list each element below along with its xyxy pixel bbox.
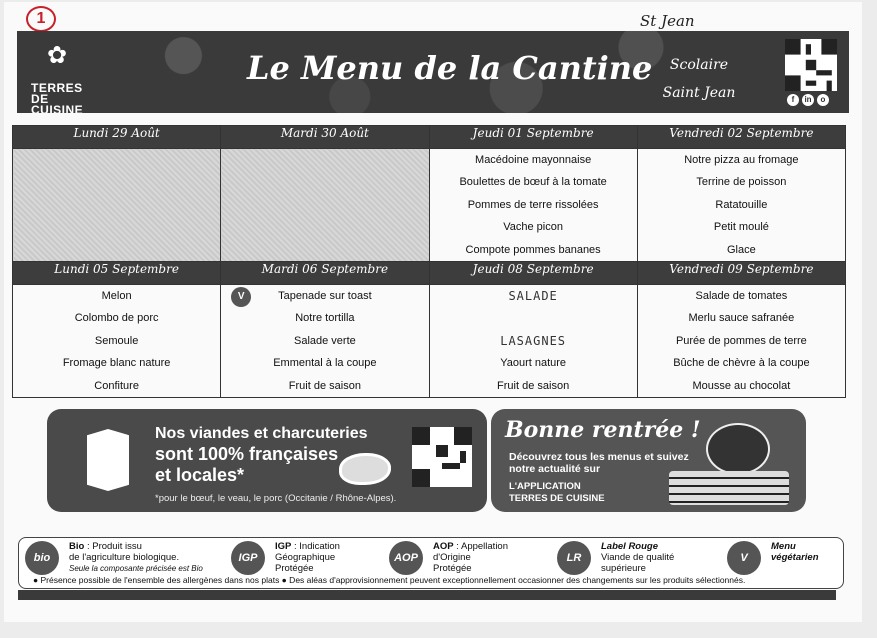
promo-app-title: Bonne rentrée ! — [505, 417, 701, 443]
social-links — [787, 94, 829, 106]
day-header: Lundi 29 Août — [13, 126, 221, 149]
week1-dishes-row — [13, 149, 846, 262]
legend-text: supérieure — [601, 563, 646, 574]
instagram-icon[interactable]: o — [817, 94, 829, 106]
dish-item: Bûche de chèvre à la coupe — [673, 357, 810, 370]
linkedin-icon[interactable]: in — [802, 94, 814, 106]
bird-icon: ✿ — [47, 42, 68, 69]
day-cell — [221, 285, 429, 398]
promo-app-banner — [491, 409, 806, 512]
dish-item: Emmental à la coupe — [273, 357, 377, 370]
dish-item: Purée de pommes de terre — [675, 334, 807, 347]
qr-code-icon[interactable] — [412, 427, 472, 487]
apple-icon — [706, 423, 770, 475]
dish-item: Salade de tomates — [695, 290, 788, 302]
dish-item: Mousse au chocolat — [692, 379, 791, 392]
dish-item: Yaourt nature — [500, 357, 567, 370]
dish-item: Notre pizza au fromage — [684, 154, 799, 166]
dish-item — [430, 307, 637, 329]
legend-text: : Indication — [294, 541, 340, 552]
day-cell-empty — [221, 149, 429, 262]
aop-icon: AOP — [389, 541, 423, 575]
legend-footer: ● Présence possible de l'ensemble des allergènes dans nos plats ● Des aléas d'approvisionnement peuvent exceptionnellement occasionner des changements sur les produits sélectionnés. — [33, 575, 746, 585]
facebook-icon[interactable]: f — [787, 94, 799, 106]
legend-title: IGP — [275, 541, 292, 552]
label-rouge-icon: LR — [557, 541, 591, 575]
dish-item: Fruit de saison — [288, 379, 361, 392]
legend-title: Label Rouge — [601, 541, 659, 552]
day-header: Vendredi 09 Septembre — [637, 262, 845, 285]
legend-text: Viande de qualité — [601, 552, 675, 563]
day-header: Jeudi 08 Septembre — [429, 262, 637, 285]
igp-icon: IGP — [231, 541, 265, 575]
legend-text: d'Origine — [433, 552, 471, 563]
logo-line1: TERRES DE — [31, 81, 83, 106]
week2-header-row — [13, 262, 846, 285]
school-name — [659, 51, 739, 107]
day-header: Lundi 05 Septembre — [13, 262, 221, 285]
promo-meat-line2: sont 100% françaises — [155, 444, 339, 464]
header-banner — [17, 31, 849, 113]
promo-app-line1: L'APPLICATION — [509, 481, 581, 492]
dish-item: Terrine de poisson — [696, 176, 787, 189]
qr-code-icon[interactable] — [785, 39, 837, 91]
dish-item — [221, 285, 428, 307]
bio-icon: bio — [25, 541, 59, 575]
steak-icon — [339, 453, 391, 485]
day-header: Mardi 30 Août — [221, 126, 429, 149]
promo-meat-banner — [47, 409, 487, 512]
day-header: Vendredi 02 Septembre — [637, 126, 845, 149]
promo-app-line2: TERRES DE CUISINE — [509, 493, 605, 504]
week1-header-row — [13, 126, 846, 149]
book-icon — [87, 429, 129, 491]
dish-item: Salade verte — [293, 334, 356, 347]
day-header: Jeudi 01 Septembre — [429, 126, 637, 149]
dish-item: Petit moulé — [713, 221, 769, 234]
dish-item: Glace — [727, 243, 756, 256]
day-cell — [429, 285, 637, 398]
bottom-strip — [18, 590, 836, 600]
promo-meat-note: *pour le bœuf, le veau, le porc (Occitanie / Rhône-Alpes). — [155, 493, 397, 504]
dish-item: Merlu sauce safranée — [688, 312, 795, 325]
promo-app-text: Découvrez tous les menus et suivez notre actualité sur — [509, 451, 689, 475]
legend-text: : Appellation — [456, 541, 508, 552]
legend-title: Bio — [69, 541, 85, 552]
legend-text: Géographique — [275, 552, 336, 563]
logo-line2: CUISINE — [31, 103, 84, 113]
vegetarian-icon: V — [231, 287, 251, 307]
legend-text: Protégée — [275, 563, 314, 574]
dish-item: Colombo de porc — [74, 312, 159, 325]
legend-text: de l'agriculture biologique. — [69, 552, 180, 563]
dish-item: Ratatouille — [715, 198, 768, 211]
dish-item-handwritten: LASAGNES — [500, 333, 567, 348]
promo-meat-line1: Nos viandes et charcuteries — [155, 425, 368, 442]
vegetarian-icon: V — [727, 541, 761, 575]
dish-item: Vache picon — [503, 221, 563, 234]
day-header: Mardi 06 Septembre — [221, 262, 429, 285]
dish-item: Compote pommes bananes — [465, 243, 601, 256]
legend-text: Protégée — [433, 563, 472, 574]
legend-title: AOP — [433, 541, 454, 552]
legend-text: végétarien — [771, 552, 819, 563]
page-number-circle: 1 — [26, 6, 56, 32]
dish-item: Notre tortilla — [295, 312, 355, 325]
legend-text: : Produit issu — [86, 541, 142, 552]
page-title: Le Menu de la Cantine — [247, 49, 653, 87]
menu-table — [12, 125, 846, 398]
books-icon — [669, 471, 789, 505]
dish-item: Confiture — [94, 379, 139, 392]
handwritten-note: St Jean — [640, 12, 695, 30]
school-line2: Saint Jean — [662, 85, 736, 101]
week2-dishes-row — [13, 285, 846, 398]
label-legend — [18, 537, 844, 589]
dish-item: Pommes de terre rissolées — [467, 198, 599, 211]
terres-de-cuisine-logo — [29, 39, 95, 113]
day-cell — [637, 149, 845, 262]
dish-item: Fromage blanc nature — [62, 357, 171, 370]
legend-text: Seule la composante précisée est Bio — [69, 564, 203, 573]
day-cell — [429, 149, 637, 262]
legend-title: Menu — [771, 541, 796, 552]
dish-item-handwritten: SALADE — [508, 289, 558, 303]
dish-item: Melon — [101, 290, 132, 302]
dish-item: Fruit de saison — [497, 379, 570, 392]
promo-meat-line3: et locales* — [155, 465, 245, 485]
dish-item: Semoule — [94, 334, 139, 347]
day-cell — [13, 285, 221, 398]
dish-item: Boulettes de bœuf à la tomate — [459, 176, 607, 189]
dish-text: Tapenade sur toast — [278, 290, 372, 302]
dish-item: Macédoine mayonnaise — [475, 154, 592, 166]
school-line1: Scolaire — [669, 57, 729, 73]
day-cell — [637, 285, 845, 398]
day-cell-empty — [13, 149, 221, 262]
